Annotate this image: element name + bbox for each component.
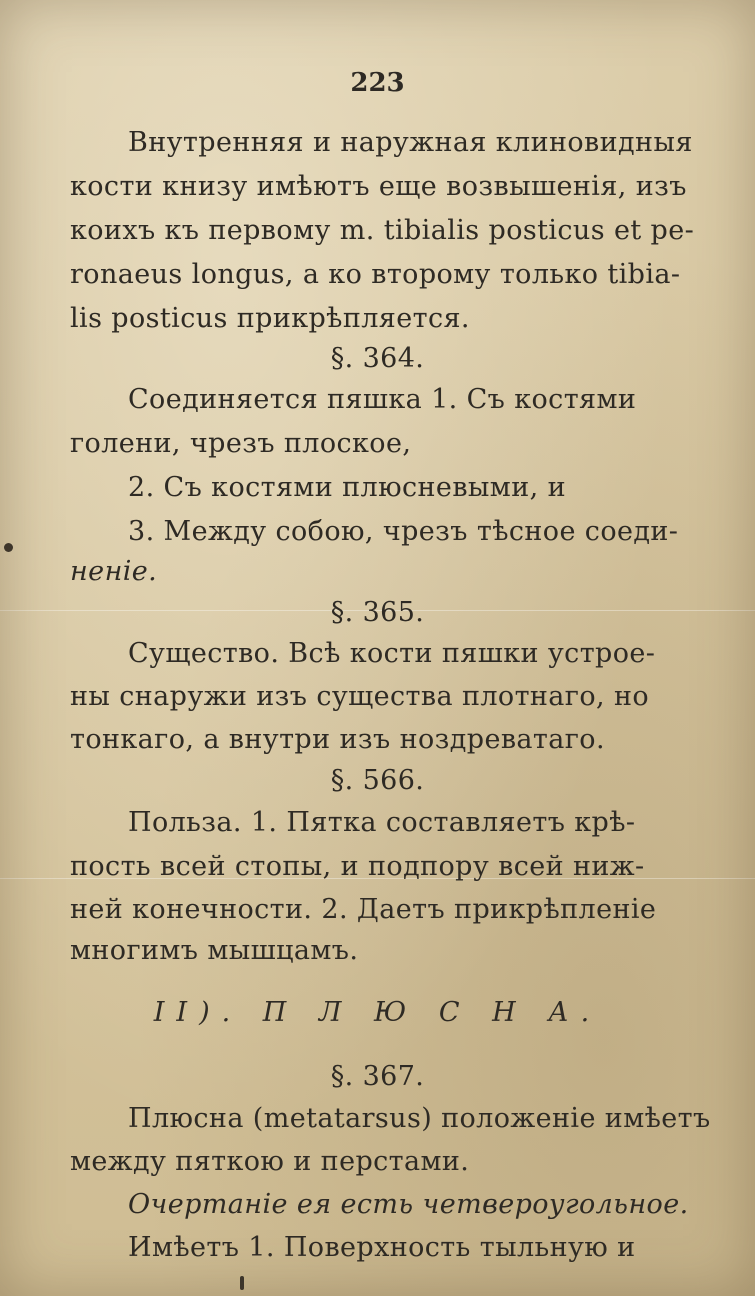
text-line: Внутренняя и наружная клиновидныя	[128, 127, 693, 158]
text-line: Имѣетъ 1. Поверхность тыльную и	[128, 1232, 636, 1263]
ink-spot	[240, 1276, 244, 1290]
text-line: Соединяется пяшка 1. Съ костями	[128, 384, 637, 415]
text-line: между пяткою и перстами.	[70, 1146, 470, 1177]
text-line: ronaeus longus, а ко второму только tibia-	[70, 259, 681, 290]
text-line: lis posticus прикрѣпляется.	[70, 303, 470, 334]
page-number: 223	[350, 68, 405, 98]
section-heading: §. 367.	[330, 1061, 425, 1092]
text-line: 3. Между собою, чрезъ тѣсное соеди-	[128, 516, 679, 547]
text-line: многимъ мышцамъ.	[70, 935, 359, 966]
text-line: пость всей стопы, и подпору всей ниж-	[70, 851, 645, 882]
text-line: ней конечности. 2. Даетъ прикрѣпленіе	[70, 894, 657, 925]
section-heading: §. 364.	[330, 343, 425, 374]
section-heading: §. 365.	[330, 597, 425, 628]
text-line: кости книзу имѣютъ еще возвышенія, изъ	[70, 171, 687, 202]
chapter-heading: II). П Л Ю С Н А.	[153, 997, 602, 1028]
text-line: Очертаніе ея есть четвероугольное.	[128, 1189, 689, 1220]
text-line: Существо. Всѣ кости пяшки устрое-	[128, 638, 656, 669]
ink-spot	[4, 543, 13, 552]
text-line: 2. Съ костями плюсневыми, и	[128, 472, 566, 503]
text-line: неніе.	[70, 556, 158, 587]
text-line: ны снаружи изъ существа плотнаго, но	[70, 681, 650, 712]
text-line: коихъ къ первому m. tibialis posticus et pe-	[70, 215, 695, 246]
text-line: тонкаго, а внутри изъ ноздреватаго.	[70, 724, 605, 755]
text-line: Плюсна (metatarsus) положеніе имѣетъ	[128, 1103, 711, 1134]
section-heading: §. 566.	[330, 765, 425, 796]
text-line: голени, чрезъ плоское,	[70, 428, 412, 459]
text-line: Польза. 1. Пятка составляетъ крѣ-	[128, 807, 636, 838]
